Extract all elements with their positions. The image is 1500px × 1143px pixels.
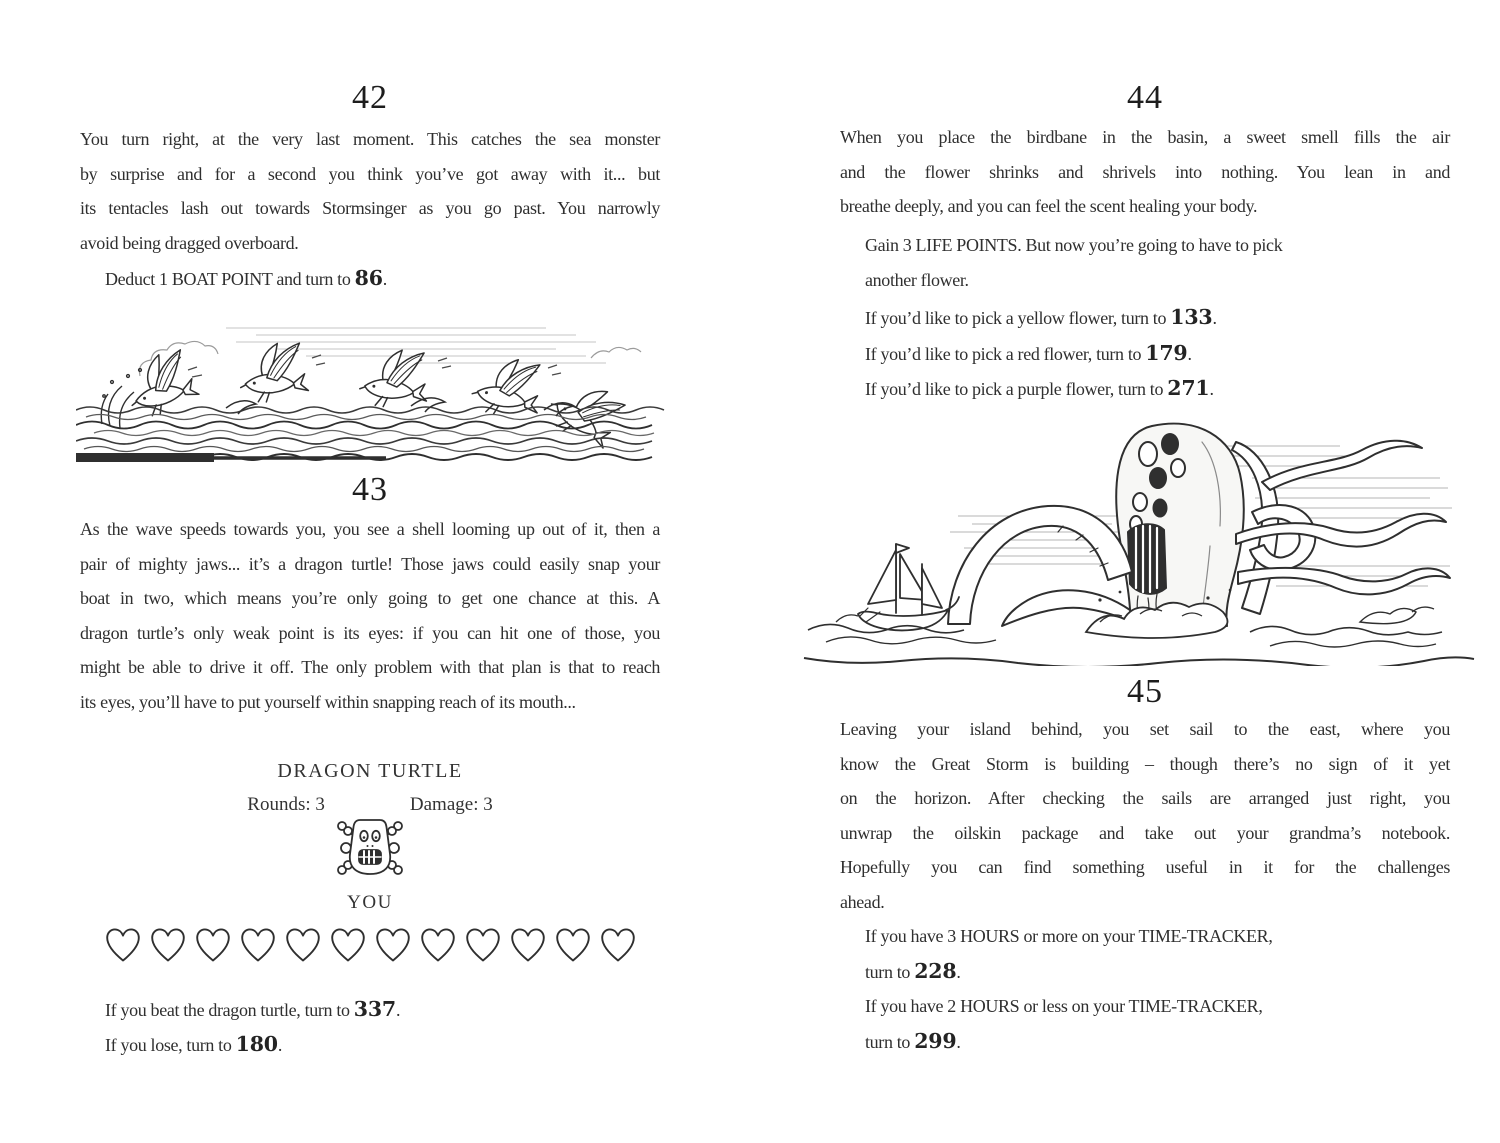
section-45-number: 45 [1127,673,1163,710]
text-line: You turn right, at the very last moment. This catches the sea monster [80,129,660,149]
heart-icon [238,926,278,968]
section-42-action [80,261,685,297]
choice-text: If you’d like to pick a yellow flower, turn to [865,308,1171,328]
turn-to-number: 228 [914,958,957,983]
sailing-ship [858,544,959,630]
choice-period: . [1187,343,1192,364]
choice-text: If you’d like to pick a purple flower, turn to [865,379,1168,399]
action-text: Deduct 1 BOAT POINT and turn to [105,269,355,289]
heart-icon [553,926,593,968]
flying-fish-illustration [76,314,676,468]
choice-period: . [1212,308,1217,328]
choice-text: turn to [865,961,915,982]
section-44-gain [840,228,1475,297]
section-44-number: 44 [1127,79,1163,116]
heart-icon [193,926,233,968]
text-line: ahead. [840,891,885,912]
action-period: . [382,269,387,289]
turn-to-number: 133 [1170,305,1213,329]
choice-turn-line [840,1024,1450,1060]
choice-lose [80,1027,685,1063]
text-line: Leaving your island behind, you set sail to the east, where you [840,719,1450,739]
section-43-number: 43 [352,471,388,508]
choice-period: . [277,1035,282,1055]
text-line: breathe deeply, and you can feel the scent healing your body. [840,196,1258,216]
text-line: by surprise and for a second you think you’ve got away with it... but [80,163,660,184]
text-line: As the wave speeds towards you, you see a shell looming up out of it, then a [80,519,660,539]
section-44-choices [840,300,1450,407]
heart-icon [418,926,458,968]
turn-to-number: 86 [354,266,383,290]
section-43-body [80,512,660,719]
you-label: YOU [347,892,393,913]
choice-period: . [956,1031,961,1052]
section-45-body [840,712,1450,919]
choice-yellow-flower [840,300,1450,336]
choice-text: turn to [865,1031,915,1052]
text-line: know the Great Storm is building – though there’s no sign of it yet [840,753,1450,774]
text-line: dragon turtle’s only weak point is its eyes: if you can hit one of those, you [80,622,660,643]
text-line: another flower. [865,269,969,290]
text-line: pair of mighty jaws... it’s a dragon turtle! Those jaws could easily snap your [80,553,660,574]
text-line: on the horizon. After checking the sails are arranged just right, you [840,788,1450,808]
battle-stats [80,792,660,818]
heart-icon [463,926,503,968]
section-44-body [840,120,1450,224]
damage-stat: Damage: 3 [409,794,493,815]
skull-and-crossbones-icon [80,816,660,880]
choice-text: If you beat the dragon turtle, turn to [105,1000,354,1020]
choice-period: . [395,1000,401,1020]
section-42-number: 42 [352,79,388,116]
choice-text-line: If you have 2 HOURS or less on your TIME-TRACKER, [865,996,1263,1016]
turn-to-number: 271 [1167,376,1210,400]
choice-text: If you’d like to pick a red flower, turn to [865,343,1146,364]
text-line: Hopefully you can find something useful in it for the challenges [840,857,1450,877]
choice-3-hours [840,919,1450,989]
heart-icon [328,926,368,968]
choice-period: . [1209,379,1214,399]
section-42-body [80,122,660,260]
turn-to-number: 179 [1145,340,1188,365]
heart-icon [373,926,413,968]
text-line: and the flower shrinks and shrivels into nothing. You lean in and [840,161,1450,182]
turn-to-number: 180 [235,1032,278,1056]
heart-icon [283,926,323,968]
choice-purple-flower [840,371,1450,407]
heart-icon [148,926,188,968]
heart-icon [598,926,638,968]
heart-icon [103,926,143,968]
choice-2-hours [840,989,1450,1059]
text-line: might be able to drive it off. The only problem with that plan is that to reach [80,657,660,677]
choice-text-line: If you have 3 HOURS or more on your TIME-TRACKER, [865,926,1273,946]
turn-to-number: 299 [914,1028,957,1053]
battle-enemy-name: DRAGON TURTLE [277,760,463,782]
choice-turn-line [840,954,1450,990]
heart-icon [508,926,548,968]
text-line: avoid being dragged overboard. [80,232,299,253]
text-line: its eyes, you’ll have to put yourself within snapping reach of its mouth... [80,691,576,712]
turn-to-number: 337 [353,997,396,1021]
hearts-row [80,926,660,968]
dark-shore-band [76,453,214,462]
kraken-illustration [800,416,1480,666]
left-page [80,0,660,1143]
choice-beat-turtle [80,992,685,1028]
section-45-choices [840,919,1450,1059]
rounds-stat: Rounds: 3 [247,794,325,815]
text-line: When you place the birdbane in the basin, a sweet smell fills the air [840,127,1450,147]
choice-period: . [956,961,961,982]
choice-text: If you lose, turn to [105,1035,236,1055]
text-line: boat in two, which means you’re only going to get one chance at this. A [80,588,660,608]
choice-red-flower [840,336,1450,372]
text-line: unwrap the oilskin package and take out your grandma’s notebook. [840,822,1450,843]
right-page [840,0,1450,1143]
text-line: Gain 3 LIFE POINTS. But now you’re going to have to pick [865,235,1283,255]
text-line: its tentacles lash out towards Stormsinger as you go past. You narrowly [80,198,660,218]
